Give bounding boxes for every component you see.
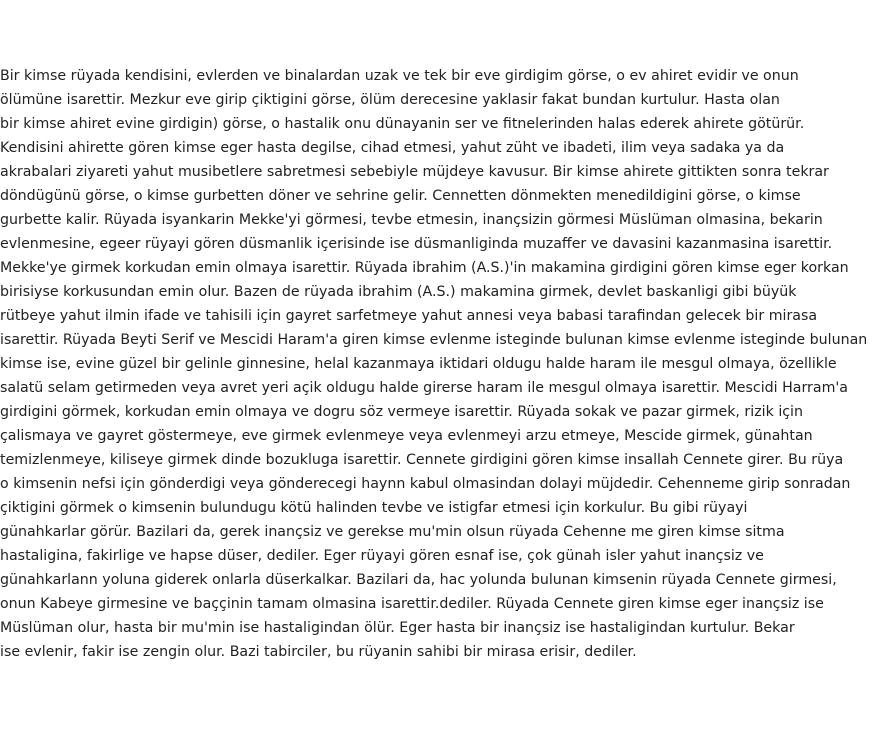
text-line-16: çalismaya ve gayret göstermeye, eve girmek evlenmeye veya evlenmeyi arzu etmeye, Mescide girmek, günahtan: [0, 428, 813, 444]
text-line-18: o kimsenin nefsi için gönderdigi veya gönderecegi haynn kabul olmasindan dolayi müjdedir. Cehenneme girip sonradan: [0, 476, 851, 492]
text-line-19: çiktigini görmek o kimsenin bulundugu kötü halinden tevbe ve istigfar etmesi için korkulur. Bu gibi rüyayi: [0, 500, 748, 516]
document-body: [0, 64, 880, 664]
text-line-25: ise evlenir, fakir ise zengin olur. Bazi tabirciler, bu rüyanin sahibi bir mirasa erisir, dediler.: [0, 644, 637, 660]
text-line-21: hastaligina, fakirlige ve hapse düser, dediler. Eger rüyayi gören esnaf ise, çok günah isler yahut inançsiz ve: [0, 548, 764, 564]
text-line-13: kimse ise, evine güzel bir gelinle ginnesine, helal kazanmaya iktidari oldugu halde haram ile mesgul olmaya, özellikle: [0, 356, 837, 372]
text-line-22: günahkarlann yoluna giderek onlarla düserkalkar. Bazilari da, hac yolunda bulunan kimsenin rüyada Cennete girmesi,: [0, 572, 837, 588]
text-line-10: birisiyse korkusundan emin olur. Bazen de rüyada ibrahim (A.S.) makamina girmek, devlet baskanligi gibi büyük: [0, 284, 797, 300]
text-line-15: girdigini görmek, korkudan emin olmaya ve dogru söz vermeye isarettir. Rüyada sokak ve pazar girmek, rizik için: [0, 404, 803, 420]
text-line-7: gurbette kalir. Rüyada isyankarin Mekke'yi görmesi, tevbe etmesin, inançsizin görmesi Müslüman olmasina, bekarin: [0, 212, 823, 228]
text-line-6: döndügünü görse, o kimse gurbetten döner ve sehrine gelir. Cennetten dönmekten menedildigini görse, o kimse: [0, 188, 801, 204]
text-line-20: günahkarlar görür. Bazilari da, gerek inançsiz ve gerekse mu'min olsun rüyada Cehenne me giren kimse sitma: [0, 524, 785, 540]
text-line-9: Mekke'ye girmek korkudan emin olmaya isarettir. Rüyada ibrahim (A.S.)'in makamina girdigini gören kimse eger korkan: [0, 260, 849, 276]
text-line-8: evlenmesine, egeer rüyayi gören düsmanlik içerisinde ise düsmanliginda muzaffer ve davasini kazanmasina isarettir.: [0, 236, 833, 252]
text-line-4: Kendisini ahirette gören kimse eger hasta degilse, cihad etmesi, yahut züht ve ibadeti, ilim veya sadaka ya da: [0, 140, 785, 156]
text-line-3: bir kimse ahiret evine girdigin) görse, o hastalik onu dünayanin ser ve fitnelerinden halas ederek ahirete götürür.: [0, 116, 805, 132]
text-line-17: temizlenmeye, kiliseye girmek dinde bozukluga isarettir. Cennete girdigini gören kimse insallah Cennete girer. Bu rüya: [0, 452, 844, 468]
text-line-11: rütbeye yahut ilmin ifade ve tahisili için gayret sarfetmeye yahut annesi veya babasi tarafindan gelecek bir mirasa: [0, 308, 818, 324]
text-line-14: salatü selam getirmeden veya avret yeri açik oldugu halde girerse haram ile mesgul olmaya isarettir. Mescidi Harram'a: [0, 380, 848, 396]
text-line-2: ölümüne isarettir. Mezkur eve girip çiktigini görse, ölüm derecesine yaklasir fakat bundan kurtulur. Hasta olan: [0, 92, 780, 108]
text-line-12: isarettir. Rüyada Beyti Serif ve Mescidi Haram'a giren kimse evlenme isteginde bulunan kimse evlenme isteginde bulunan: [0, 332, 868, 348]
text-line-24: Müslüman olur, hasta bir mu'min ise hastaligindan ölür. Eger hasta bir inançsiz ise hastaligindan kurtulur. Bekar: [0, 620, 795, 636]
text-line-1: Bir kimse rüyada kendisini, evlerden ve binalardan uzak ve tek bir eve girdigim görse, o ev ahiret evidir ve onun: [0, 68, 799, 84]
text-line-5: akrabalari ziyareti yahut musibetlere sabretmesi sebebiyle müjdeye kavusur. Bir kimse ahirete gittikten sonra tekrar: [0, 164, 829, 180]
text-line-23: onun Kabeye girmesine ve baççinin tamam olmasina isarettir.dediler. Rüyada Cennete giren kimse eger inançsiz ise: [0, 596, 824, 612]
